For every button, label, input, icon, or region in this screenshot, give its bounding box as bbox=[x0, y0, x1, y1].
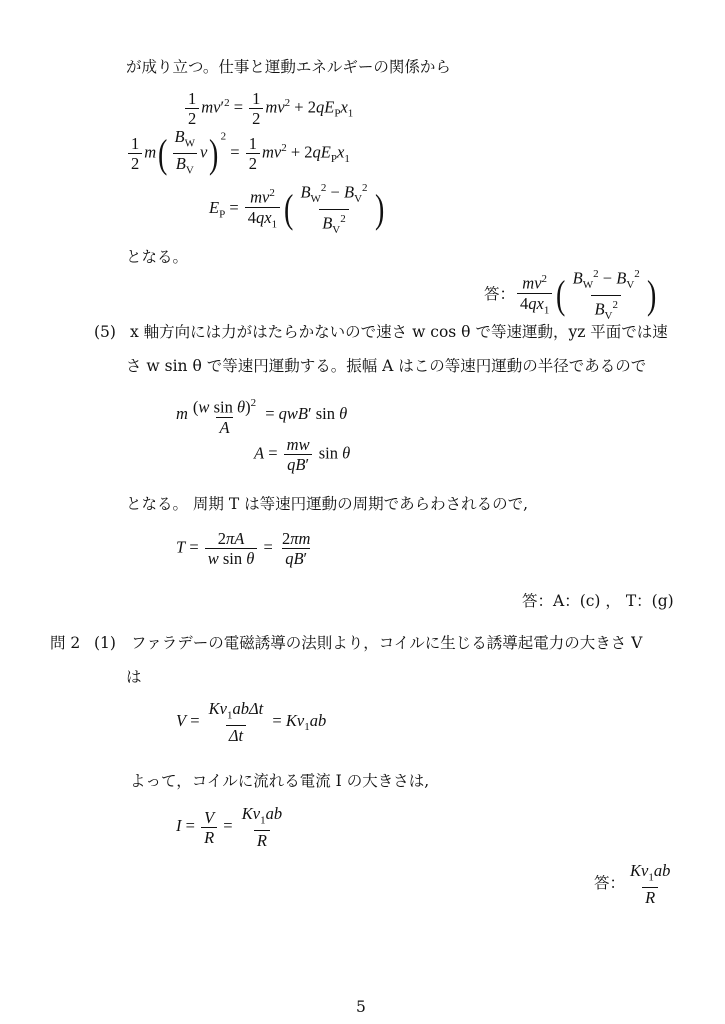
q2-line2: は bbox=[126, 668, 142, 686]
q2-line1: ファラデーの電磁誘導の法則より，コイルに生じる誘導起電力の大きさ V bbox=[131, 634, 643, 652]
equation-period: T = $\frac{2\pi A}{\text{w sin θ}}$ = $\frac{2\pi m}{qB'}$ bbox=[176, 529, 311, 568]
para5-line1: x 軸方向には力がはたらかないので速さ w cos θ で等速運動，yz 平面では速 bbox=[130, 323, 668, 341]
intro-text: が成り立つ。仕事と運動エネルギーの関係から bbox=[126, 58, 451, 76]
equation-circular-1: m $\frac{(w \sin \theta)^2}{A}$ = qwB′ sin θ bbox=[176, 397, 348, 437]
item-label-5: (5) bbox=[94, 323, 116, 341]
equation-energy-2: $\frac{1}{2}$ m( $\frac{B_W}{B_V}$ v) $^2$ = $\frac{1}{2}$ $mv^2 + 2qE_Px_1$ bbox=[126, 128, 350, 180]
equation-energy-1: $\frac{1}{2}$ $mv'^2$ = $\frac{1}{2}$ $mv^2 + 2qE_Px_1$ bbox=[183, 90, 353, 127]
question-label: 問 2 bbox=[50, 634, 81, 652]
equation-emf: V = $\frac{Kv_1ab\Delta t}{\Delta t}$ = $Kv_1ab$ bbox=[176, 699, 327, 746]
closing-text-1: となる。 bbox=[126, 248, 189, 266]
q2-line3: よって，コイルに流れる電流 I の大きさは, bbox=[130, 772, 430, 790]
page-number: 5 bbox=[356, 998, 366, 1016]
item-label-1: (1) bbox=[94, 634, 116, 652]
equation-amplitude: A = $\frac{mw}{qB'}$ sin θ bbox=[254, 435, 351, 474]
answer-5: 答：A：(c) ， T：(g) bbox=[522, 592, 674, 610]
equation-ep: $E_P$ = $\frac{mv^2}{4qx_1}$ ( $\frac{B_W^2 - B_V^2}{B_V^2}$ ) bbox=[209, 180, 386, 239]
para5-line2: さ w sin θ で等速円運動する。振幅 A はこの等速円運動の半径であるので bbox=[126, 357, 647, 375]
answer-ep: 答： $\frac{mv^2}{4qx_1}$ ( $\frac{B_W^2 - B_V^2}{B_V^2}$ ) bbox=[484, 266, 658, 325]
para5-line3: となる。 周期 T は等速円運動の周期であらわされるので, bbox=[126, 495, 529, 513]
equation-current: I = $\frac{V}{R}$ = $\frac{Kv_1ab}{R}$ bbox=[176, 804, 283, 851]
answer-current: 答： $\frac{Kv_1ab}{R}$ bbox=[594, 861, 671, 908]
